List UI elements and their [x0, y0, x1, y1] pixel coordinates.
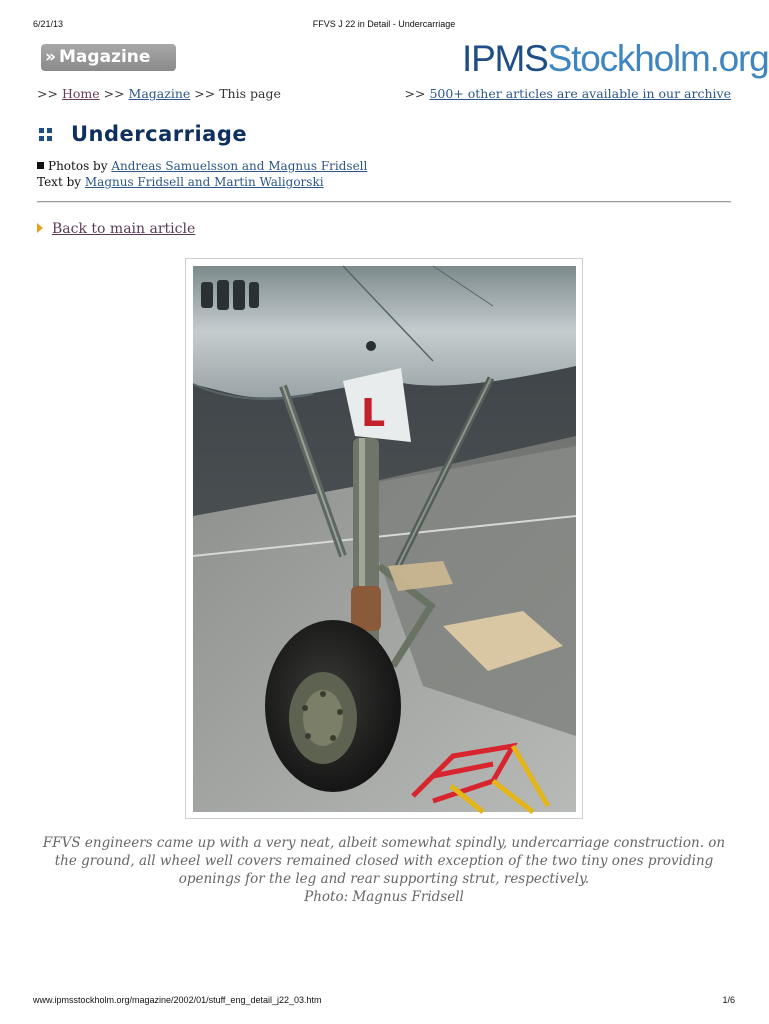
- breadcrumb-current: This page: [219, 86, 281, 101]
- archive-promo: [405, 86, 732, 101]
- text-by-link[interactable]: Magnus Fridsell and Martin Waligorski: [84, 175, 324, 189]
- print-page-number: 1/6: [722, 995, 735, 1005]
- archive-link[interactable]: 500+ other articles are available in our archive: [429, 86, 731, 101]
- page-title: Undercarriage: [71, 122, 248, 146]
- photos-label: Photos by: [48, 159, 108, 173]
- caption-line: the ground, all wheel well covers remained closed with exception of the two tiny ones providing: [54, 853, 714, 869]
- print-footer: [0, 995, 768, 1007]
- breadcrumb: [37, 86, 281, 101]
- breadcrumb-separator: >>: [194, 86, 216, 101]
- photo-caption: [30, 834, 738, 906]
- photo-credit-line: [37, 158, 367, 174]
- text-label: Text by: [37, 175, 82, 189]
- breadcrumb-home-link[interactable]: Home: [61, 86, 100, 101]
- magazine-badge-label: Magazine: [59, 47, 151, 67]
- breadcrumb-separator: >>: [37, 86, 58, 101]
- magazine-section-badge[interactable]: [41, 44, 176, 71]
- grid-icon: [39, 128, 53, 142]
- print-title: FFVS J 22 in Detail - Undercarriage: [312, 19, 456, 29]
- back-to-main-article-link[interactable]: Back to main article: [52, 221, 196, 237]
- square-bullet-icon: [37, 162, 44, 169]
- undercarriage-photo[interactable]: [193, 266, 576, 812]
- back-link-row: [37, 221, 195, 237]
- caption-line: openings for the leg and rear supporting strut, respectively.: [178, 871, 590, 887]
- credits: [37, 158, 367, 190]
- breadcrumb-magazine-link[interactable]: Magazine: [128, 86, 191, 101]
- logo-part-stockholm: Stockholm.org: [547, 38, 769, 79]
- text-credit-line: [37, 174, 367, 190]
- photos-by-link[interactable]: Andreas Samuelsson and Magnus Fridsell: [111, 159, 368, 173]
- caption-line: FFVS engineers came up with a very neat, albeit somewhat spindly, undercarriage construction. on: [42, 835, 726, 851]
- chevron-double-right-icon: ››: [45, 47, 54, 67]
- print-date: 6/21/13: [33, 19, 64, 29]
- triangle-right-icon: [37, 223, 43, 233]
- caption-photo-credit: Photo: Magnus Fridsell: [304, 889, 464, 905]
- archive-prefix: >>: [404, 86, 426, 101]
- site-logo[interactable]: [462, 38, 769, 80]
- gear-door-letter: L: [361, 391, 386, 435]
- logo-part-ipms: IPMS: [462, 38, 548, 79]
- section-divider: [37, 201, 731, 203]
- print-url: www.ipmsstockholm.org/magazine/2002/01/stuff_eng_detail_j22_03.htm: [33, 995, 322, 1005]
- breadcrumb-separator: >>: [103, 86, 125, 101]
- print-header: [0, 19, 768, 31]
- photo-frame: [185, 258, 583, 819]
